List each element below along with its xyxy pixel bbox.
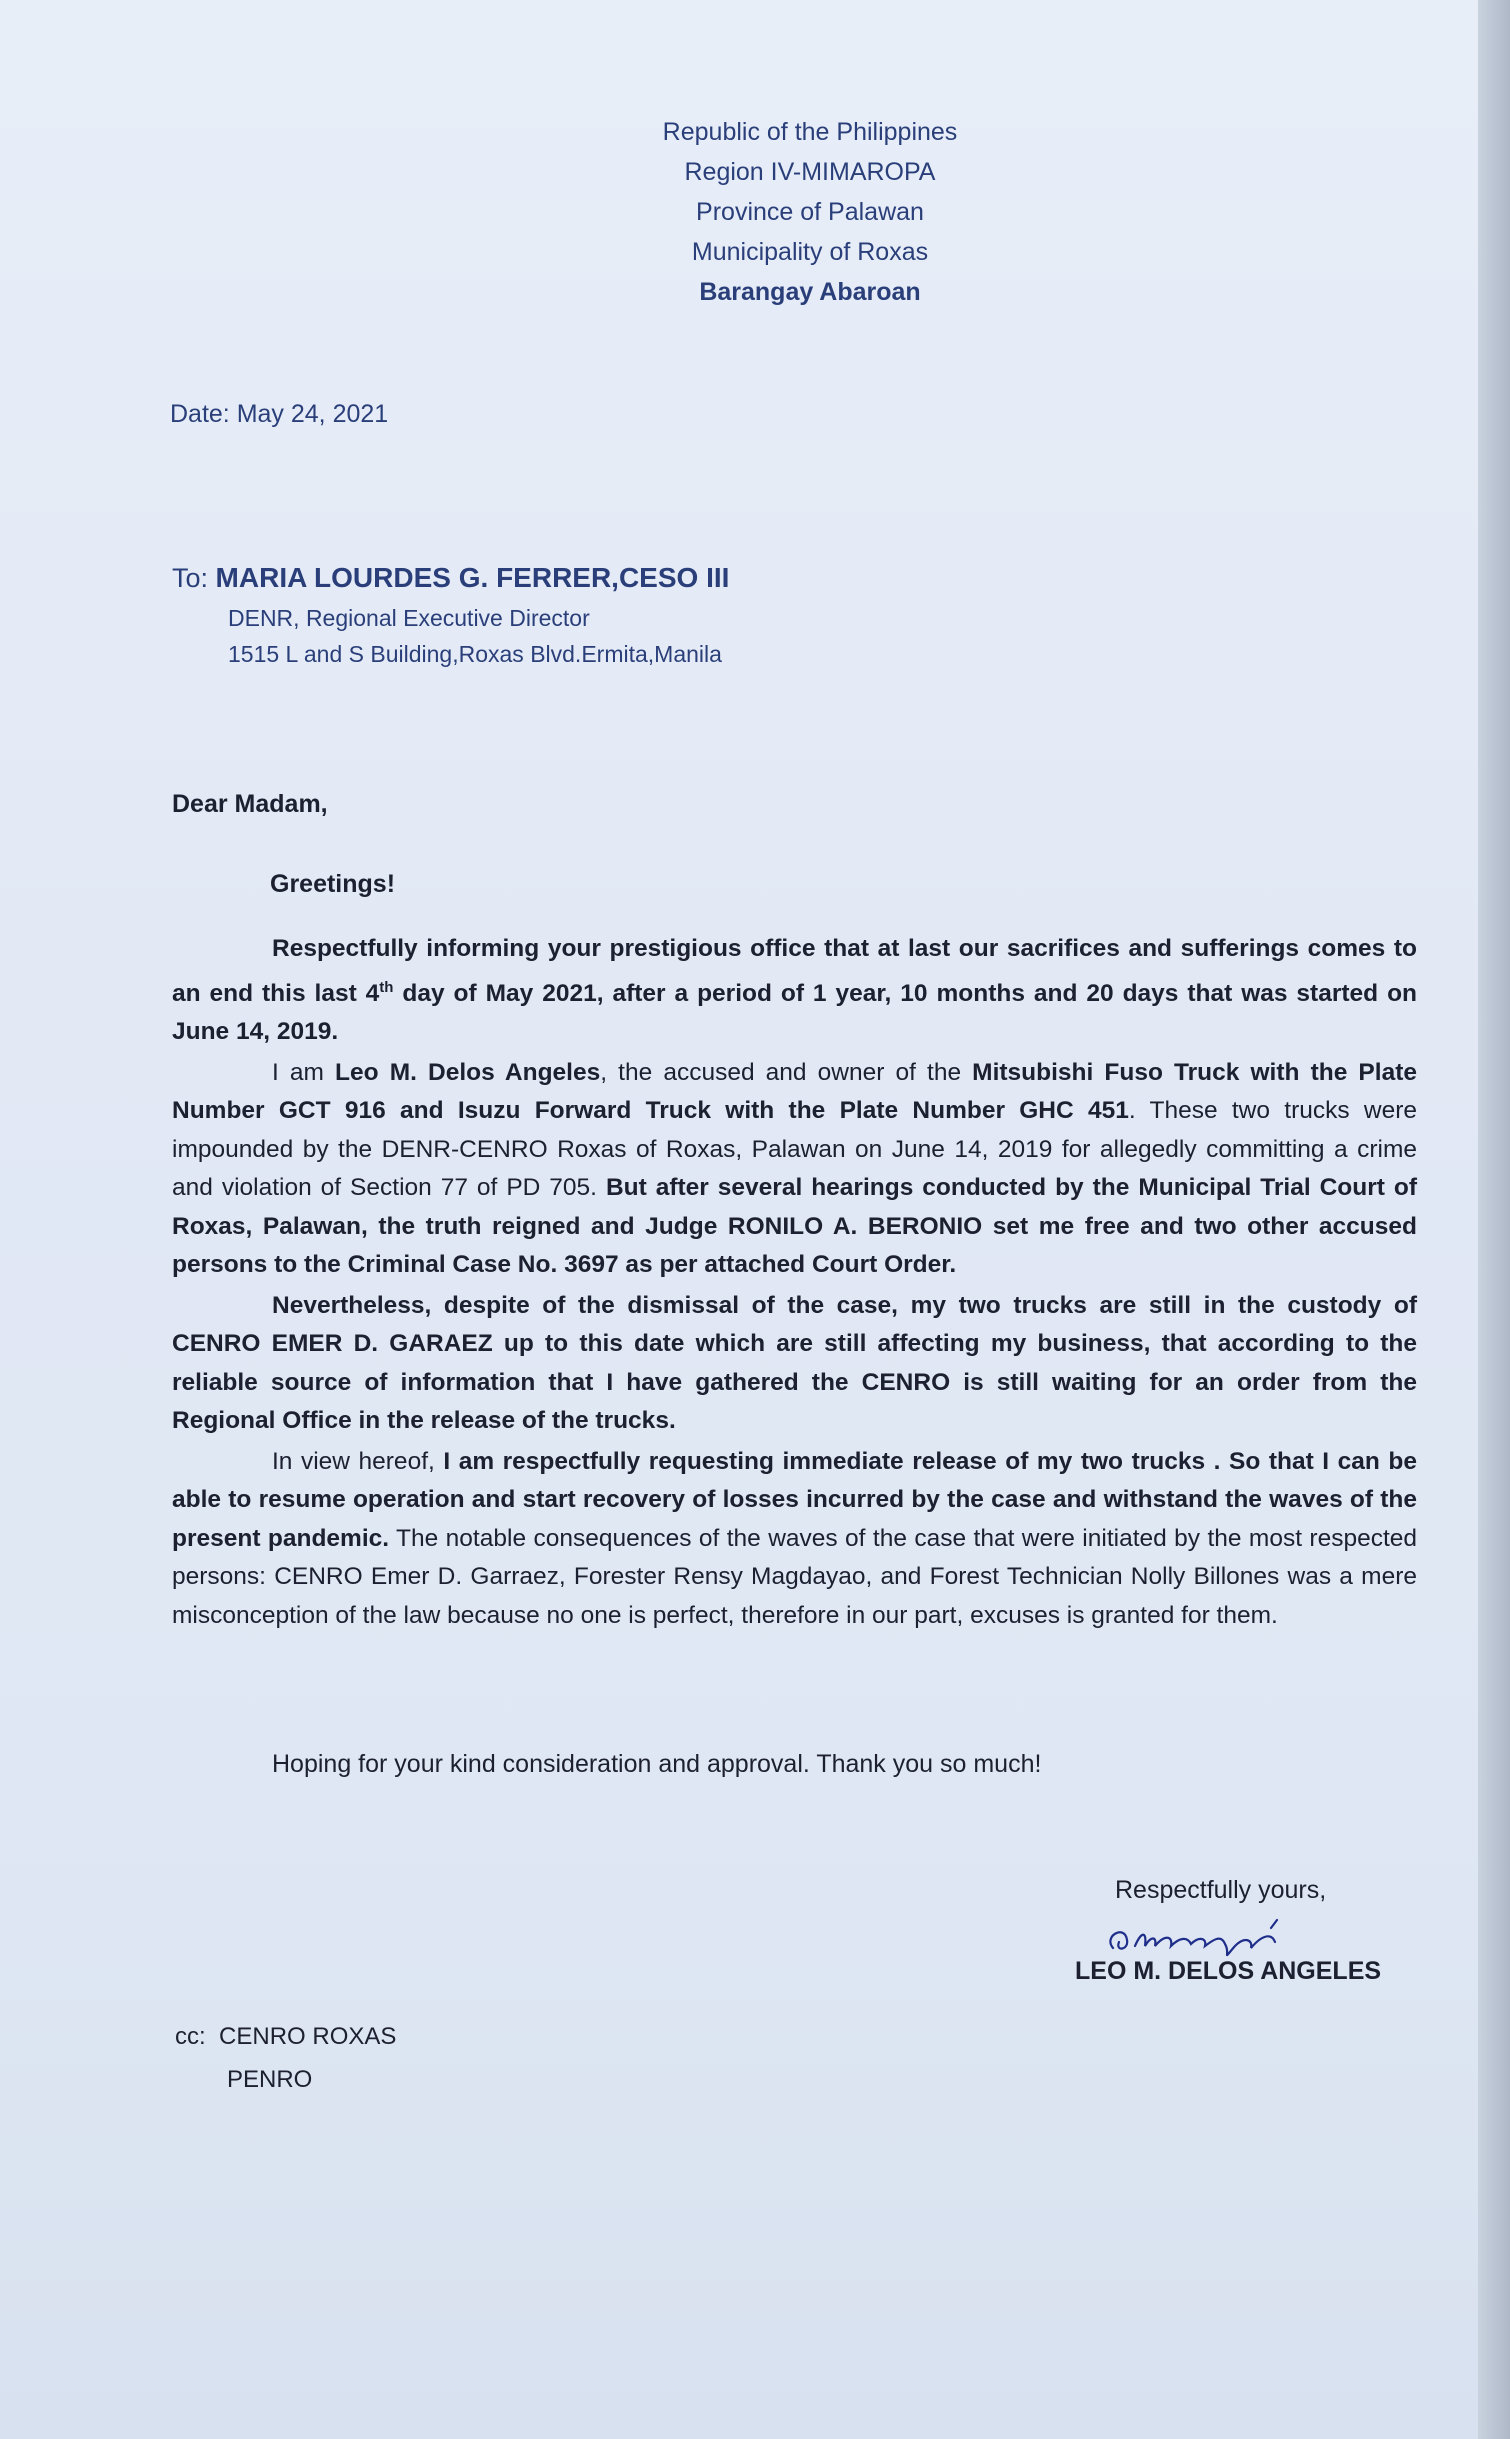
p2-court-ruling: But after several hearings conducted by the Municipal Trial Court of Roxas, Palawan, the truth reigned and Judge RONILO A. BERONIO set me free and two other accused persons to the Criminal Case No. 3697 as per attached Court Order. [172,1174,1417,1279]
p1-text-a: Respectfully informing your prestigious office that at last our sacrifices and sufferings comes to an end this last 4 [172,935,1417,1007]
cc-line-1 [175,2015,396,2058]
letter-body [172,930,1417,1637]
to-prefix: To: [172,563,209,593]
recipient-name: MARIA LOURDES G. FERRER,CESO III [215,562,730,593]
letterhead-province: Province of Palawan [696,198,924,226]
letterhead-barangay: Barangay Abaroan [699,278,921,306]
letter-date: Date: May 24, 2021 [170,400,389,428]
p2-accused-name: Leo M. Delos Angeles [335,1058,601,1086]
p1-text-b: day of May 2021, after a period of 1 year, 10 months and 20 days that was started on June 14, 2019. [172,979,1417,1046]
recipient-address: 1515 L and S Building,Roxas Blvd.Ermita,Manila [228,641,722,667]
p4-text-a: In view hereof, [272,1447,444,1475]
letterhead-country: Republic of the Philippines [662,118,958,146]
greeting: Greetings! [270,870,396,898]
p4-text-c: The notable consequences of the waves of the case that were initiated by the most respected persons: CENRO Emer D. Garraez, Forester Rensy Magdayao, and Forest Technician Nolly Billones was a mere misconception of the law because no one is perfect, therefore in our part, excuses is granted for them. [172,1524,1418,1629]
letterhead-region: Region IV-MIMAROPA [684,158,936,186]
letterhead [560,112,1060,312]
p2-trucks: Mitsubishi Fuso Truck with the Plate Number GCT 916 and Isuzu Forward Truck with the Plate Number GHC 451 [172,1058,1417,1125]
p2-text-a: I am [272,1058,336,1086]
p2-text-c: , the accused and owner of the [600,1058,973,1086]
closing-line: Hoping for your kind consideration and approval. Thank you so much! [272,1750,1042,1778]
recipient-block [172,562,729,672]
respectfully-yours: Respectfully yours, [1115,1876,1327,1904]
p2-text-e: . These two trucks were impounded by the DENR-CENRO Roxas of Roxas, Palawan on June 14, 2019 for allegedly committing a crime and violation of Section 77 of PD 705. [172,1097,1417,1202]
cc-recipient-1: CENRO ROXAS [219,2023,397,2050]
complimentary-close [1075,1876,1326,1905]
salutation: Dear Madam, [172,790,328,818]
recipient-line [172,562,729,594]
paragraph-3: Nevertheless, despite of the dismissal of the case, my two trucks are still in the custody of CENRO EMER D. GARAEZ up to this date which are still affecting my business, that according to the reliable source of information that I have gathered the CENRO is still waiting for an order from the Regional Office in the release of the trucks. [172,1291,1417,1435]
paragraph-4 [172,1443,1417,1636]
signer-name: LEO M. DELOS ANGELES [1075,1957,1382,1985]
cc-recipient-2: PENRO [227,2066,313,2093]
recipient-title: DENR, Regional Executive Director [228,605,590,631]
p1-superscript: th [379,978,394,996]
paragraph-2 [172,1054,1417,1285]
cc-prefix: cc: [175,2023,206,2050]
letterhead-municipality: Municipality of Roxas [691,238,929,266]
paragraph-1 [172,930,1417,1052]
page-edge [1478,0,1510,2439]
p4-request: I am respectfully requesting immediate release of my two trucks . So that I can be able to resume operation and start recovery of losses incurred by the case and withstand the waves of the present pandemic. [172,1447,1417,1552]
cc-block [175,2015,396,2101]
